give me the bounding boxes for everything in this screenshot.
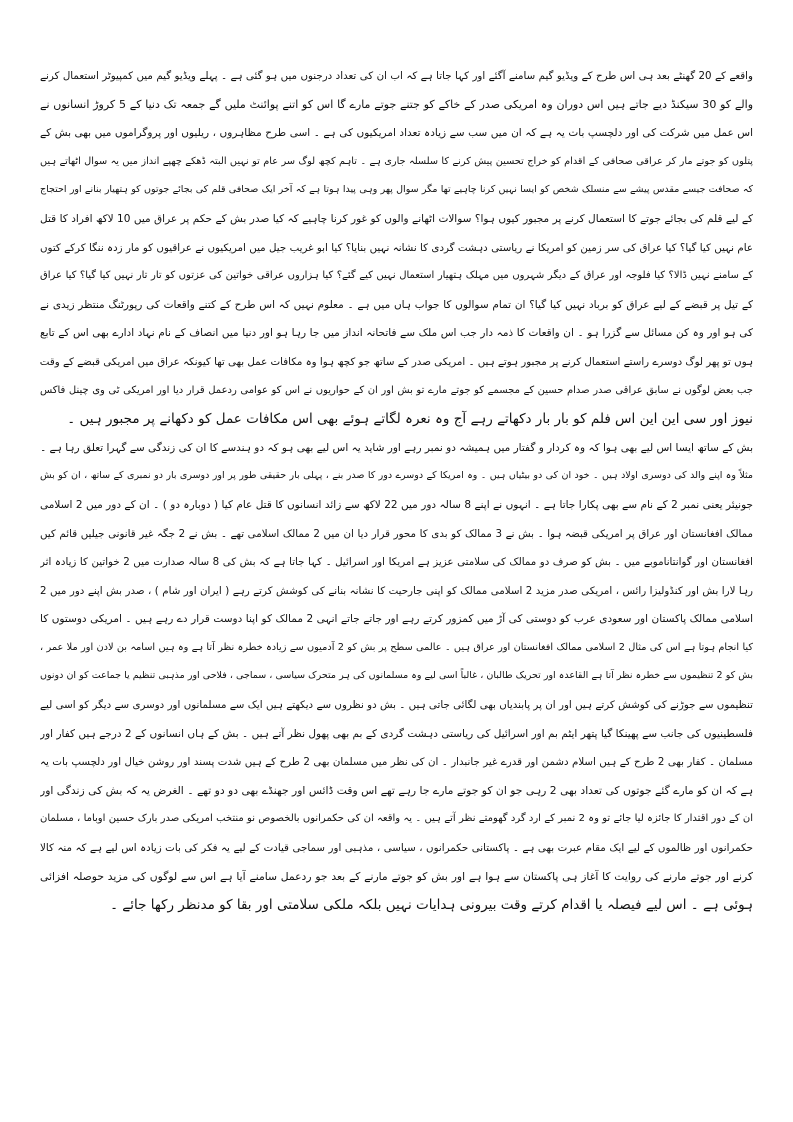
paragraph-1 — [40, 62, 753, 434]
text-line: واقعے کے 20 گھنٹے بعد ہی اس طرح کے ویڈیو گیم سامنے آگئے اور کہا جاتا ہے کہ اب ان کی تعداد درجنوں میں ہو گئی ہے ۔ پہلے ویڈیو گیم میں کمپیوٹر استعمال کرنے — [40, 70, 753, 82]
text-line: کے لیے قلم کی بجائے جوتے کا استعمال کرنے پر مجبور کیوں ہوا؟ سوالات اٹھانے والوں کو غور کرنا چاہیے کہ کیا صدر بش کے حکم پر عراق میں 10 لاکھ افراد کا قتل — [40, 212, 753, 225]
text-line: فلسطینیوں کی جانب سے پھینکا گیا پتھر ایٹم بم اور اسرائیل کی ریاستی دہشت گردی کے بم بھی پھول نظر آتے ہیں ۔ بش کے ہاں انسانوں کے 2 درجے ہیں کفار اور — [40, 727, 753, 740]
text-line: عام نہیں کیا گیا؟ کیا عراق کی سر زمین کو امریکا نے ریاستی دہشت گردی کا نشانہ نہیں بنایا؟ کیا ابو غریب جیل میں امریکیوں نے عراقیوں کو مار زدہ ننگا کرکے کتوں — [40, 241, 753, 254]
text-line: ان کے دور اقتدار کا جائزہ لیا جائے تو وہ 2 نمبر کے ارد گرد گھومتے نظر آتے ہیں ۔ یہ واقعہ ان کی حکمرانوں بالخصوص نو منتخب امریکی صدر بارک حسین اوباما ، مسلمان — [40, 813, 753, 825]
paragraph-2 — [40, 434, 753, 920]
text-line: کے تیل پر قبضے کے لیے عراق کو برباد نہیں کیا گیا؟ ان تمام سوالوں کا جواب ہاں میں ہے ۔ معلوم نہیں کہ اس طرح کے کتنے واقعات کی رپورٹنگ منتظر زیدی نے — [40, 298, 753, 311]
text-line: پتلوں کو جوتے مار کر عراقی صحافی کے اقدام کو خراج تحسین پیش کرنے کا سلسلہ جاری ہے ۔ تاہم کچھ لوگ سر عام تو نہیں البتہ ڈھکے چھپے انداز میں یہ سوال اٹھاتے ہیں — [40, 155, 753, 167]
text-line: کرنے اور جوتے مارنے کی روایت کا آغاز ہی پاکستان سے ہوا ہے اور بش کو جوتے مارنے کے بعد جو ردعمل سامنے آیا ہے اس سے لوگوں کی مزید حوصلہ افزائی — [40, 869, 753, 883]
text-line: بش کے ساتھ ایسا اس لیے بھی ہوا کہ وہ کردار و گفتار میں ہمیشہ دو نمبر رہے اور شاید یہ اس لیے بھی ہو کہ دو ہندسے کا ان کی زندگی سے گہرا تعلق رہا ہے ۔ — [40, 441, 753, 454]
text-line: کیا انجام ہوتا ہے اس کی مثال 2 اسلامی ممالک افغانستان اور عراق ہیں ۔ عالمی سطح پر بش کو 2 آدمیوں سے زیادہ خطرہ نظر آتا ہے وہ ہیں اسامہ بن لادن اور ملا عمر ، — [40, 641, 753, 653]
text-line: ہوں تو پھر لوگ دوسرے راستے استعمال کرنے پر مجبور ہوتے ہیں ۔ امریکی صدر کے ساتھ جو کچھ ہوا وہ مکافات عمل بھی تھا کیونکہ عراق میں امریکی قبضے کے وقت — [40, 355, 753, 368]
text-line: حکمرانوں اور ظالموں کے لیے ایک مقام عبرت بھی ہے ۔ پاکستانی حکمرانوں ، سیاسی ، مذہبی اور سماجی قیادت کے لیے یہ فکر کی بات زیادہ اس لیے ہے کہ منہ کالا — [40, 842, 753, 855]
text-line: اس عمل میں شرکت کی اور دلچسپ بات یہ ہے کہ ان میں سب سے زیادہ تعداد امریکیوں کی ہے ۔ اسی طرح مظاہروں ، ریلیوں اور پروگراموں میں بھی بش کے — [40, 127, 753, 140]
text-line: ہے کہ ان کو مارے گئے جوتوں کی تعداد بھی 2 رہی جو ان کو جوتے مارے جا رہے تھے اس وقت ڈائس اور جھنڈے بھی دو دو تھے ۔ الغرض یہ کہ بش کی زندگی اور — [40, 783, 753, 797]
text-line: رہا لارا بش اور کنڈولیزا رائس ، امریکی صدر مزید 2 اسلامی ممالک کو اپنی جارحیت کا نشانہ بنانے کی کوشش کرتے رہے ( ایران اور شام ) ، صدر بش اپنے دور میں 2 — [40, 584, 753, 597]
text-line: ممالک افغانستان اور عراق پر امریکی قبضہ ہوا ۔ بش نے 3 ممالک کو بدی کا محور قرار دیا ان میں 2 ممالک اسلامی تھے ۔ بش نے 2 جگہ غیر قانونی جیلیں قائم کیں — [40, 527, 753, 540]
text-line: بش کو 2 تنظیموں سے خطرہ نظر آتا ہے القاعدہ اور تحریک طالبان ، غالباً اسی لیے وہ مسلمانوں کی ہر متحرک سیاسی ، سماجی ، فلاحی اور مذہبی تنظیم یا جماعت کو ان دونوں — [40, 670, 753, 682]
text-line: نیوز اور سی این این اس فلم کو بار بار دکھاتے رہے آج وہ نعرہ لگاتے ہوئے بھی اس مکافات عمل کو دکھانے پر مجبور ہیں ۔ — [67, 411, 753, 428]
urdu-article-page — [40, 62, 753, 1062]
text-line: کہ صحافت جیسے مقدس پیشے سے منسلک شخص کو ایسا نہیں کرنا چاہیے تھا مگر سوال پھر وہی پیدا ہوتا ہے کہ آخر ایک صحافی قلم کی بجائے جوتوں کو ہتھیار بنانے اور احتجاج — [40, 184, 753, 196]
text-line: افغانستان اور گوانتاناموبے میں ۔ بش کو صرف دو ممالک کی سلامتی عزیز ہے امریکا اور اسرائیل ۔ کہا جاتا ہے کہ بش کی 8 سالہ صدارت میں 2 خواتین کا زیادہ اثر — [40, 556, 753, 569]
text-line: ہوئی ہے ۔ اس لیے فیصلہ یا اقدام کرتے وقت بیرونی ہدایات نہیں بلکہ ملکی سلامتی اور بقا کو مدنظر رکھا جائے ۔ — [110, 897, 753, 914]
text-line: جب بعض لوگوں نے سابق عراقی صدر صدام حسین کے مجسمے کو جوتے مارے تو بش اور ان کے حواریوں نے اس کو عوامی ردعمل قرار دیا اور امریکی ٹی وی چینل فاکس — [40, 384, 753, 396]
text-line: تنظیموں سے جوڑنے کی کوشش کرتے ہیں اور ان پر پابندیاں بھی لگائی جاتی ہیں ۔ بش دو نظروں سے دیکھتے ہیں ایک سے مسلمانوں اور دوسری سے دیگر کو اسی لیے — [40, 699, 753, 712]
text-line: والے کو 30 سیکنڈ دیے جاتے ہیں اس دوران وہ امریکی صدر کے خاکے کو جتنے جوتے مارے گا اس کو اتنے پوائنٹ ملیں گے جمعہ تک دنیا کے 5 کروڑ انسانوں نے — [40, 97, 753, 111]
text-line: مثلاً وہ اپنے والد کی دوسری اولاد ہیں ۔ خود ان کی دو بیٹیاں ہیں ۔ وہ امریکا کے دوسرے دور کا صدر بنے ، پہلی بار حقیقی طور پر اور دوسری بار دو نمبری کے ساتھ ، ان کو بش — [40, 470, 753, 482]
text-line: اسلامی ممالک پاکستان اور سعودی عرب کو دوستی کی آڑ میں کمزور کرتے رہے اور جاتے جاتے انہی 2 ممالک کو اپنا دوست قرار دے رہے ہیں ۔ امریکی دوستوں کا — [40, 613, 753, 626]
text-line: مسلمان ۔ کفار بھی 2 طرح کے ہیں اسلام دشمن اور قدرے غیر جانبدار ۔ ان کی نظر میں مسلمان بھی 2 طرح کے ہیں شدت پسند اور روشن خیال اور دلچسپ بات یہ — [40, 756, 753, 769]
text-line: جونیئر یعنی نمبر 2 کے نام سے بھی پکارا جاتا ہے ۔ انہوں نے اپنے 8 سالہ دور میں 22 لاکھ سے زائد انسانوں کا قتل عام کیا ( دوبارہ دو ) ۔ ان کے دور میں 2 اسلامی — [40, 498, 753, 511]
text-line: کی ہو اور وہ کن مسائل سے گزرا ہو ۔ ان واقعات کا ذمہ دار جب اس ملک سے فاتحانہ انداز میں جا رہا ہو اور دنیا میں انصاف کے نام نہاد ادارے بھی اس کے تابع — [40, 327, 753, 340]
text-line: کے سامنے نہیں ڈالا؟ کیا فلوجہ اور عراق کے دیگر شہروں میں مہلک ہتھیار استعمال نہیں کیے گئے؟ کیا ہزاروں عراقی خواتین کی عزتوں کو تار تار نہیں کیا گیا؟ کیا عراق — [40, 270, 753, 282]
